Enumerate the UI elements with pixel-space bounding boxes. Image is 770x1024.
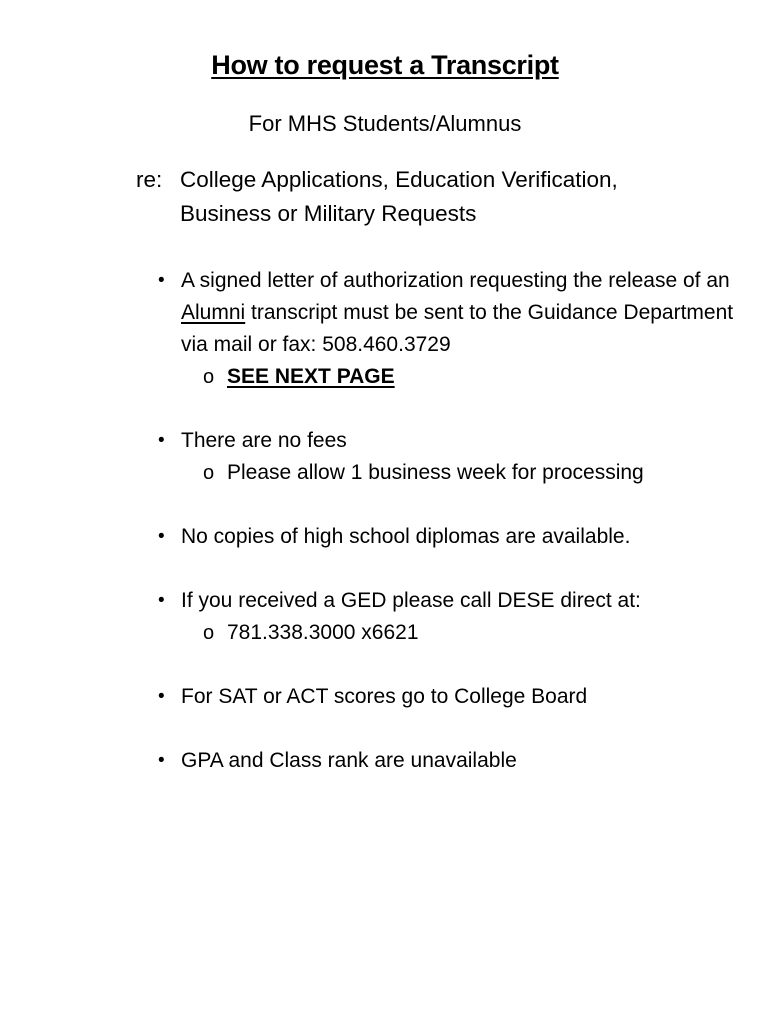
- list-item-text: For SAT or ACT scores go to College Board: [181, 685, 588, 708]
- list-item-text: No copies of high school diplomas are available.: [181, 525, 631, 548]
- list-item-text-part-1: A signed letter of authorization requesting the release of an: [181, 269, 730, 292]
- list-item-sat-act: [158, 681, 758, 713]
- sub-item-see-next-page: [181, 361, 758, 393]
- sub-item-dese-phone: [181, 617, 758, 649]
- sub-bullet-icon: o: [203, 462, 215, 484]
- bullet-icon: •: [158, 270, 165, 291]
- sub-item-processing-time: [181, 457, 758, 489]
- list-item-text: There are no fees: [181, 429, 347, 452]
- list-item-text: GPA and Class rank are unavailable: [181, 749, 517, 772]
- regarding-block: [136, 163, 618, 231]
- list-item-gpa: [158, 745, 758, 777]
- list-item-text: [181, 265, 758, 361]
- bullet-icon: •: [158, 430, 165, 451]
- list-item-authorization-letter: [158, 265, 758, 393]
- list-item-text-part-2: transcript must be sent to the Guidance Department via mail or fax: 508.460.3729: [181, 301, 734, 356]
- see-next-page-text: SEE NEXT PAGE: [227, 365, 395, 388]
- list-item-diplomas: [158, 521, 758, 553]
- regarding-line-1: College Applications, Education Verification,: [180, 167, 618, 192]
- bullet-icon: •: [158, 750, 165, 771]
- instruction-list: [158, 265, 758, 809]
- processing-time-text: Please allow 1 business week for processing: [227, 461, 644, 484]
- sub-bullet-icon: o: [203, 622, 215, 644]
- page-title: How to request a Transcript: [211, 50, 559, 80]
- bullet-icon: •: [158, 686, 165, 707]
- sub-bullet-icon: o: [203, 366, 215, 388]
- list-item-fees: [158, 425, 758, 489]
- list-item-text: If you received a GED please call DESE direct at:: [181, 589, 641, 612]
- regarding-label: re:: [136, 167, 163, 192]
- bullet-icon: •: [158, 526, 165, 547]
- page-subtitle: For MHS Students/Alumnus: [248, 111, 522, 136]
- list-item-ged: [158, 585, 758, 649]
- alumni-emphasis: Alumni: [181, 301, 246, 324]
- bullet-icon: •: [158, 590, 165, 611]
- dese-phone-text: 781.338.3000 x6621: [227, 621, 419, 644]
- regarding-line-2: Business or Military Requests: [180, 201, 477, 226]
